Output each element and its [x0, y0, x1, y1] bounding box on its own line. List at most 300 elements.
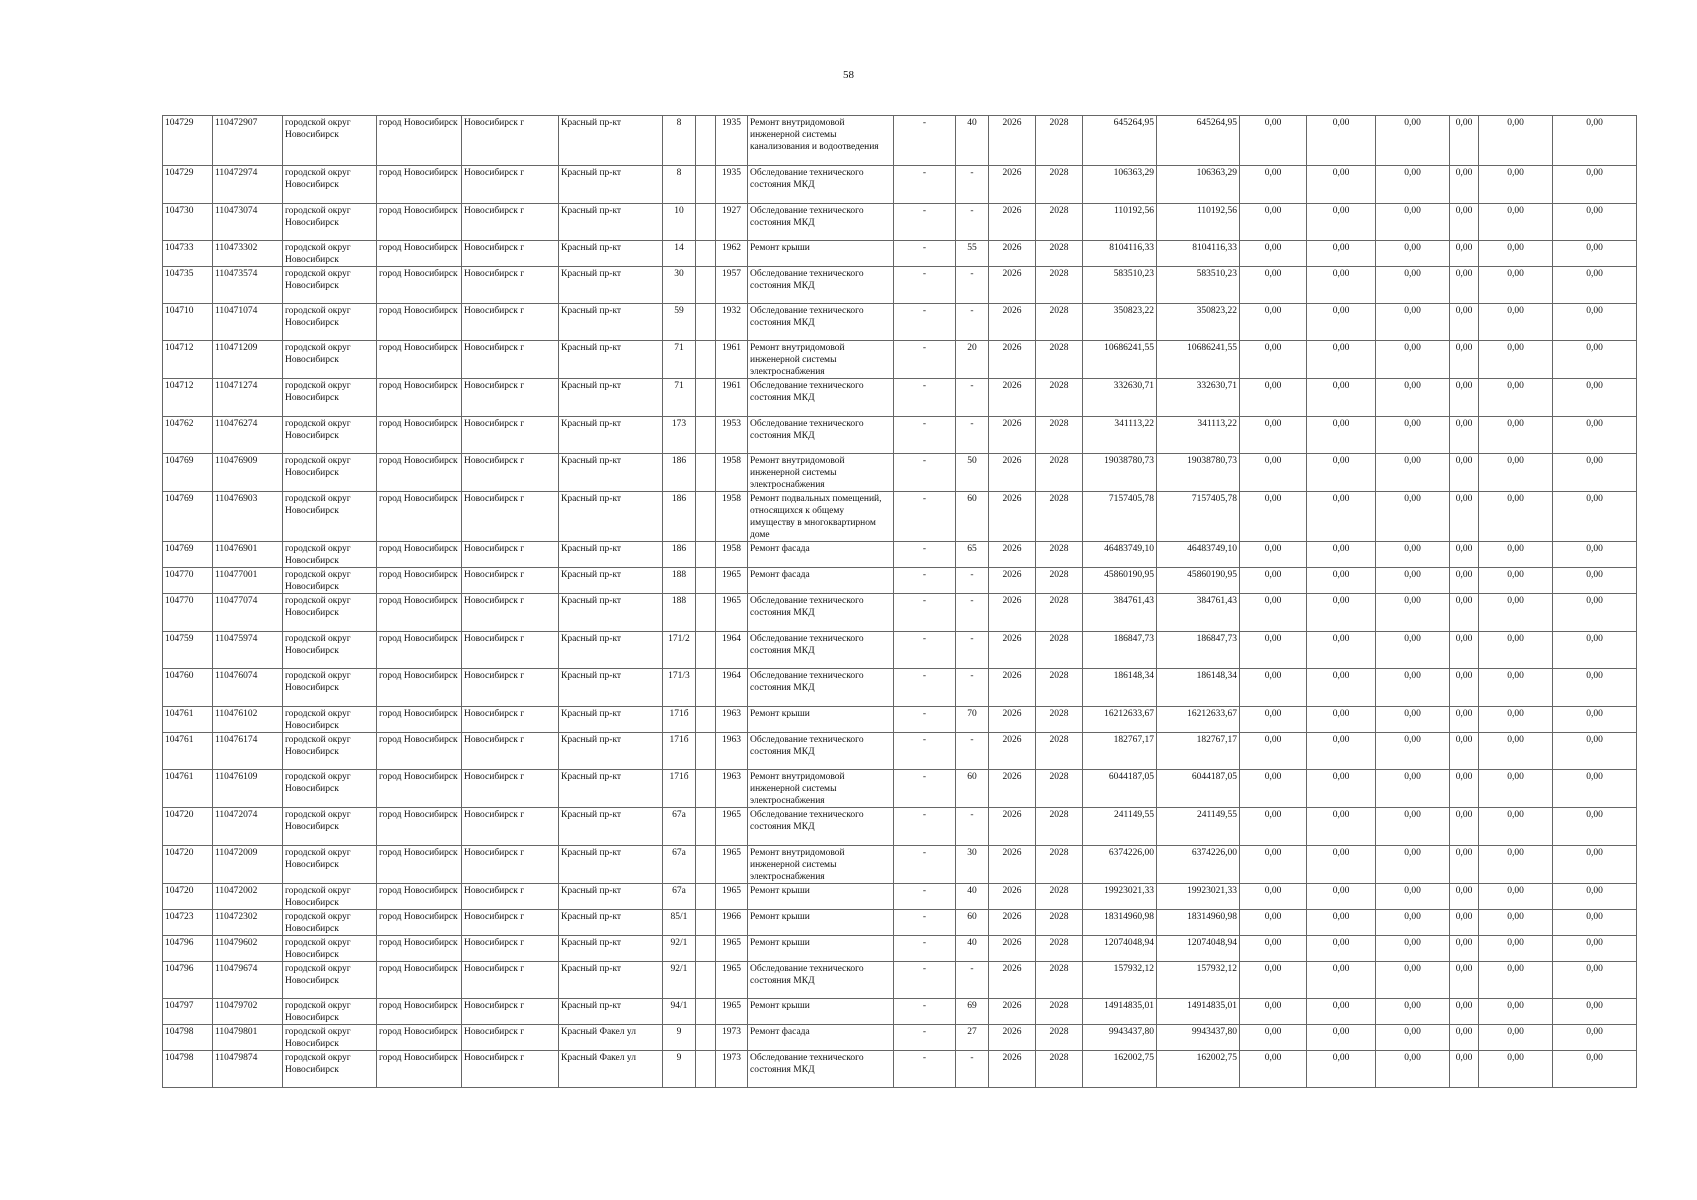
cell-settlement: город Новосибирск: [377, 568, 462, 594]
cell-work-type: Обследование технического состояния МКД: [748, 204, 894, 241]
cell-cost-total: 162002,75: [1083, 1051, 1157, 1088]
cell-cost-fund: 162002,75: [1157, 1051, 1240, 1088]
cell-unit: -: [894, 304, 956, 341]
cell-work-type: Обследование технического состояния МКД: [748, 1051, 894, 1088]
cell-cost-fund: 12074048,94: [1157, 936, 1240, 962]
cell-house-id: 104720: [163, 846, 213, 884]
cell-work-id: 110472002: [213, 884, 283, 910]
cell-locality: Новосибирск г: [462, 542, 559, 568]
cell-cost-regional: 0,00: [1307, 962, 1376, 999]
cell-street: Красный пр-кт: [559, 116, 663, 166]
cell-year-end: 2028: [1036, 241, 1083, 267]
cell-cost-fund: 106363,29: [1157, 166, 1240, 204]
cell-house-number: 8: [663, 166, 696, 204]
cell-building: [696, 936, 716, 962]
cell-cost-extra: 0,00: [1553, 492, 1637, 542]
cell-cost-regional: 0,00: [1307, 910, 1376, 936]
cell-work-id: 110472302: [213, 910, 283, 936]
cell-cost-local: 0,00: [1376, 1051, 1450, 1088]
cell-street: Красный пр-кт: [559, 379, 663, 417]
cell-street: Красный Факел ул: [559, 1051, 663, 1088]
cell-year-end: 2028: [1036, 669, 1083, 707]
cell-cost-extra: 0,00: [1553, 341, 1637, 379]
cell-year-built: 1958: [716, 492, 748, 542]
cell-work-id: 110476102: [213, 707, 283, 733]
cell-cost-federal: 0,00: [1240, 962, 1307, 999]
cell-work-id: 110477074: [213, 594, 283, 632]
cell-cost-federal: 0,00: [1240, 304, 1307, 341]
cell-work-type: Ремонт внутридомовой инженерной системы электроснабжения: [748, 341, 894, 379]
cell-cost-fund: 14914835,01: [1157, 999, 1240, 1025]
cell-work-id: 110479801: [213, 1025, 283, 1051]
cell-building: [696, 116, 716, 166]
cell-house-id: 104761: [163, 733, 213, 770]
cell-locality: Новосибирск г: [462, 116, 559, 166]
cell-wear-percent: 70: [956, 707, 989, 733]
cell-cost-total: 6374226,00: [1083, 846, 1157, 884]
cell-municipal-district: городской округ Новосибирск: [283, 770, 377, 808]
cell-building: [696, 770, 716, 808]
cell-cost-federal: 0,00: [1240, 492, 1307, 542]
cell-cost-federal: 0,00: [1240, 733, 1307, 770]
cell-unit: -: [894, 632, 956, 669]
cell-building: [696, 999, 716, 1025]
cell-cost-fund: 46483749,10: [1157, 542, 1240, 568]
cell-cost-total: 6044187,05: [1083, 770, 1157, 808]
cell-building: [696, 341, 716, 379]
cell-locality: Новосибирск г: [462, 379, 559, 417]
cell-cost-other: 0,00: [1450, 454, 1479, 492]
cell-house-id: 104729: [163, 166, 213, 204]
cell-house-number: 59: [663, 304, 696, 341]
cell-house-number: 188: [663, 594, 696, 632]
cell-cost-fund: 182767,17: [1157, 733, 1240, 770]
cell-work-id: 110471274: [213, 379, 283, 417]
table-row: [163, 417, 1637, 454]
cell-cost-other: 0,00: [1450, 379, 1479, 417]
cell-cost-local: 0,00: [1376, 454, 1450, 492]
cell-cost-federal: 0,00: [1240, 166, 1307, 204]
cell-street: Красный пр-кт: [559, 884, 663, 910]
cell-unit: -: [894, 1051, 956, 1088]
cell-cost-other: 0,00: [1450, 770, 1479, 808]
table-row: [163, 241, 1637, 267]
cell-cost-federal: 0,00: [1240, 542, 1307, 568]
cell-wear-percent: 60: [956, 910, 989, 936]
cell-locality: Новосибирск г: [462, 962, 559, 999]
cell-cost-owners: 0,00: [1479, 1051, 1553, 1088]
cell-house-id: 104729: [163, 116, 213, 166]
cell-street: Красный пр-кт: [559, 910, 663, 936]
cell-work-id: 110472907: [213, 116, 283, 166]
cell-building: [696, 417, 716, 454]
cell-street: Красный пр-кт: [559, 733, 663, 770]
table-row: [163, 733, 1637, 770]
cell-cost-total: 186148,34: [1083, 669, 1157, 707]
table-row: [163, 962, 1637, 999]
cell-cost-regional: 0,00: [1307, 808, 1376, 846]
cell-cost-regional: 0,00: [1307, 304, 1376, 341]
cell-cost-regional: 0,00: [1307, 1025, 1376, 1051]
cell-house-id: 104761: [163, 770, 213, 808]
table-row: [163, 492, 1637, 542]
cell-year-end: 2028: [1036, 770, 1083, 808]
cell-settlement: город Новосибирск: [377, 341, 462, 379]
cell-work-type: Ремонт внутридомовой инженерной системы электроснабжения: [748, 770, 894, 808]
cell-year-end: 2028: [1036, 707, 1083, 733]
cell-municipal-district: городской округ Новосибирск: [283, 1051, 377, 1088]
cell-cost-total: 157932,12: [1083, 962, 1157, 999]
cell-cost-owners: 0,00: [1479, 632, 1553, 669]
cell-cost-other: 0,00: [1450, 241, 1479, 267]
cell-house-id: 104798: [163, 1025, 213, 1051]
cell-cost-total: 14914835,01: [1083, 999, 1157, 1025]
cell-cost-total: 16212633,67: [1083, 707, 1157, 733]
cell-cost-fund: 6374226,00: [1157, 846, 1240, 884]
cell-cost-owners: 0,00: [1479, 379, 1553, 417]
cell-house-id: 104712: [163, 341, 213, 379]
cell-locality: Новосибирск г: [462, 341, 559, 379]
cell-work-id: 110479702: [213, 999, 283, 1025]
cell-cost-total: 341113,22: [1083, 417, 1157, 454]
cell-wear-percent: 27: [956, 1025, 989, 1051]
cell-year-built: 1965: [716, 594, 748, 632]
cell-cost-fund: 19923021,33: [1157, 884, 1240, 910]
cell-year-end: 2028: [1036, 166, 1083, 204]
cell-cost-regional: 0,00: [1307, 417, 1376, 454]
cell-street: Красный пр-кт: [559, 204, 663, 241]
cell-year-built: 1973: [716, 1051, 748, 1088]
cell-building: [696, 542, 716, 568]
table-row: [163, 267, 1637, 304]
cell-locality: Новосибирск г: [462, 204, 559, 241]
cell-cost-other: 0,00: [1450, 962, 1479, 999]
cell-wear-percent: -: [956, 379, 989, 417]
cell-building: [696, 204, 716, 241]
cell-wear-percent: -: [956, 669, 989, 707]
cell-cost-owners: 0,00: [1479, 770, 1553, 808]
cell-work-type: Ремонт фасада: [748, 1025, 894, 1051]
table-row: [163, 166, 1637, 204]
cell-wear-percent: -: [956, 204, 989, 241]
cell-year-built: 1964: [716, 669, 748, 707]
cell-cost-federal: 0,00: [1240, 204, 1307, 241]
cell-cost-local: 0,00: [1376, 492, 1450, 542]
cell-municipal-district: городской округ Новосибирск: [283, 910, 377, 936]
cell-work-id: 110475974: [213, 632, 283, 669]
cell-cost-federal: 0,00: [1240, 936, 1307, 962]
cell-wear-percent: -: [956, 962, 989, 999]
cell-unit: -: [894, 1025, 956, 1051]
cell-unit: -: [894, 417, 956, 454]
cell-municipal-district: городской округ Новосибирск: [283, 454, 377, 492]
cell-cost-regional: 0,00: [1307, 632, 1376, 669]
cell-settlement: город Новосибирск: [377, 492, 462, 542]
cell-cost-regional: 0,00: [1307, 669, 1376, 707]
cell-locality: Новосибирск г: [462, 454, 559, 492]
cell-building: [696, 884, 716, 910]
cell-cost-federal: 0,00: [1240, 267, 1307, 304]
page-number: 58: [843, 69, 854, 81]
cell-street: Красный пр-кт: [559, 846, 663, 884]
cell-house-id: 104798: [163, 1051, 213, 1088]
table-row: [163, 884, 1637, 910]
program-table: [162, 115, 1637, 1088]
cell-cost-regional: 0,00: [1307, 1051, 1376, 1088]
cell-cost-regional: 0,00: [1307, 492, 1376, 542]
cell-locality: Новосибирск г: [462, 568, 559, 594]
cell-cost-other: 0,00: [1450, 632, 1479, 669]
cell-unit: -: [894, 770, 956, 808]
cell-municipal-district: городской округ Новосибирск: [283, 808, 377, 846]
cell-cost-other: 0,00: [1450, 568, 1479, 594]
cell-cost-local: 0,00: [1376, 936, 1450, 962]
cell-work-type: Обследование технического состояния МКД: [748, 669, 894, 707]
cell-year-start: 2026: [989, 962, 1036, 999]
cell-year-built: 1973: [716, 1025, 748, 1051]
cell-cost-local: 0,00: [1376, 1025, 1450, 1051]
cell-cost-owners: 0,00: [1479, 204, 1553, 241]
cell-cost-local: 0,00: [1376, 846, 1450, 884]
cell-cost-other: 0,00: [1450, 204, 1479, 241]
cell-year-built: 1932: [716, 304, 748, 341]
cell-house-id: 104797: [163, 999, 213, 1025]
cell-cost-other: 0,00: [1450, 304, 1479, 341]
cell-settlement: город Новосибирск: [377, 241, 462, 267]
cell-street: Красный пр-кт: [559, 542, 663, 568]
cell-cost-extra: 0,00: [1553, 116, 1637, 166]
cell-house-number: 8: [663, 116, 696, 166]
cell-unit: -: [894, 594, 956, 632]
cell-unit: -: [894, 454, 956, 492]
cell-street: Красный пр-кт: [559, 492, 663, 542]
cell-house-id: 104723: [163, 910, 213, 936]
cell-cost-regional: 0,00: [1307, 116, 1376, 166]
cell-cost-federal: 0,00: [1240, 379, 1307, 417]
cell-cost-owners: 0,00: [1479, 417, 1553, 454]
cell-cost-extra: 0,00: [1553, 204, 1637, 241]
cell-municipal-district: городской округ Новосибирск: [283, 707, 377, 733]
cell-cost-federal: 0,00: [1240, 241, 1307, 267]
cell-cost-fund: 19038780,73: [1157, 454, 1240, 492]
cell-cost-owners: 0,00: [1479, 999, 1553, 1025]
table-row: [163, 568, 1637, 594]
cell-building: [696, 669, 716, 707]
cell-year-start: 2026: [989, 999, 1036, 1025]
table-row: [163, 116, 1637, 166]
cell-cost-extra: 0,00: [1553, 884, 1637, 910]
cell-street: Красный пр-кт: [559, 568, 663, 594]
cell-settlement: город Новосибирск: [377, 707, 462, 733]
cell-settlement: город Новосибирск: [377, 936, 462, 962]
cell-cost-fund: 16212633,67: [1157, 707, 1240, 733]
cell-municipal-district: городской округ Новосибирск: [283, 241, 377, 267]
cell-settlement: город Новосибирск: [377, 1025, 462, 1051]
table-row: [163, 341, 1637, 379]
cell-wear-percent: 65: [956, 542, 989, 568]
cell-cost-federal: 0,00: [1240, 669, 1307, 707]
cell-wear-percent: 40: [956, 936, 989, 962]
cell-cost-local: 0,00: [1376, 707, 1450, 733]
cell-year-start: 2026: [989, 936, 1036, 962]
cell-year-start: 2026: [989, 454, 1036, 492]
cell-cost-total: 106363,29: [1083, 166, 1157, 204]
cell-work-type: Обследование технического состояния МКД: [748, 304, 894, 341]
cell-cost-local: 0,00: [1376, 568, 1450, 594]
cell-cost-fund: 7157405,78: [1157, 492, 1240, 542]
table-row: [163, 594, 1637, 632]
cell-cost-other: 0,00: [1450, 417, 1479, 454]
cell-work-type: Ремонт фасада: [748, 568, 894, 594]
cell-cost-total: 7157405,78: [1083, 492, 1157, 542]
cell-settlement: город Новосибирск: [377, 116, 462, 166]
cell-work-type: Ремонт крыши: [748, 936, 894, 962]
cell-year-end: 2028: [1036, 568, 1083, 594]
cell-cost-total: 384761,43: [1083, 594, 1157, 632]
cell-year-start: 2026: [989, 770, 1036, 808]
cell-year-end: 2028: [1036, 962, 1083, 999]
cell-cost-owners: 0,00: [1479, 166, 1553, 204]
cell-street: Красный пр-кт: [559, 770, 663, 808]
cell-cost-total: 645264,95: [1083, 116, 1157, 166]
cell-unit: -: [894, 669, 956, 707]
cell-work-id: 110472009: [213, 846, 283, 884]
table-row: [163, 632, 1637, 669]
cell-cost-total: 241149,55: [1083, 808, 1157, 846]
cell-cost-extra: 0,00: [1553, 241, 1637, 267]
cell-house-number: 186: [663, 542, 696, 568]
cell-municipal-district: городской округ Новосибирск: [283, 594, 377, 632]
cell-cost-owners: 0,00: [1479, 241, 1553, 267]
cell-house-number: 171б: [663, 770, 696, 808]
cell-house-number: 67а: [663, 808, 696, 846]
cell-year-start: 2026: [989, 846, 1036, 884]
cell-unit: -: [894, 204, 956, 241]
cell-wear-percent: -: [956, 808, 989, 846]
cell-cost-fund: 384761,43: [1157, 594, 1240, 632]
cell-work-id: 110477001: [213, 568, 283, 594]
cell-work-id: 110476903: [213, 492, 283, 542]
cell-street: Красный пр-кт: [559, 241, 663, 267]
cell-cost-other: 0,00: [1450, 341, 1479, 379]
cell-year-built: 1965: [716, 962, 748, 999]
cell-year-built: 1961: [716, 341, 748, 379]
cell-work-type: Ремонт крыши: [748, 910, 894, 936]
cell-year-end: 2028: [1036, 341, 1083, 379]
cell-year-end: 2028: [1036, 632, 1083, 669]
cell-work-id: 110476274: [213, 417, 283, 454]
cell-cost-regional: 0,00: [1307, 542, 1376, 568]
cell-year-end: 2028: [1036, 594, 1083, 632]
cell-locality: Новосибирск г: [462, 1051, 559, 1088]
cell-settlement: город Новосибирск: [377, 770, 462, 808]
cell-cost-extra: 0,00: [1553, 962, 1637, 999]
cell-cost-local: 0,00: [1376, 341, 1450, 379]
cell-year-start: 2026: [989, 808, 1036, 846]
cell-locality: Новосибирск г: [462, 733, 559, 770]
cell-locality: Новосибирск г: [462, 166, 559, 204]
cell-work-type: Обследование технического состояния МКД: [748, 267, 894, 304]
cell-street: Красный Факел ул: [559, 1025, 663, 1051]
cell-cost-extra: 0,00: [1553, 707, 1637, 733]
cell-settlement: город Новосибирск: [377, 542, 462, 568]
cell-cost-fund: 6044187,05: [1157, 770, 1240, 808]
cell-locality: Новосибирск г: [462, 632, 559, 669]
cell-locality: Новосибирск г: [462, 267, 559, 304]
cell-cost-owners: 0,00: [1479, 910, 1553, 936]
cell-cost-fund: 341113,22: [1157, 417, 1240, 454]
cell-building: [696, 379, 716, 417]
cell-locality: Новосибирск г: [462, 492, 559, 542]
cell-cost-owners: 0,00: [1479, 304, 1553, 341]
cell-house-number: 92/1: [663, 936, 696, 962]
cell-house-number: 9: [663, 1025, 696, 1051]
cell-year-start: 2026: [989, 733, 1036, 770]
cell-street: Красный пр-кт: [559, 669, 663, 707]
cell-cost-total: 9943437,80: [1083, 1025, 1157, 1051]
cell-building: [696, 568, 716, 594]
cell-house-id: 104720: [163, 884, 213, 910]
cell-year-start: 2026: [989, 910, 1036, 936]
cell-cost-fund: 186148,34: [1157, 669, 1240, 707]
cell-house-number: 173: [663, 417, 696, 454]
cell-locality: Новосибирск г: [462, 669, 559, 707]
cell-cost-other: 0,00: [1450, 116, 1479, 166]
table-row: [163, 304, 1637, 341]
cell-street: Красный пр-кт: [559, 707, 663, 733]
cell-cost-owners: 0,00: [1479, 341, 1553, 379]
cell-cost-extra: 0,00: [1553, 1025, 1637, 1051]
cell-unit: -: [894, 341, 956, 379]
cell-cost-regional: 0,00: [1307, 379, 1376, 417]
cell-cost-local: 0,00: [1376, 116, 1450, 166]
cell-year-built: 1963: [716, 770, 748, 808]
cell-year-end: 2028: [1036, 304, 1083, 341]
cell-year-built: 1966: [716, 910, 748, 936]
cell-municipal-district: городской округ Новосибирск: [283, 341, 377, 379]
cell-year-end: 2028: [1036, 1025, 1083, 1051]
cell-year-start: 2026: [989, 304, 1036, 341]
cell-year-start: 2026: [989, 884, 1036, 910]
cell-house-id: 104770: [163, 594, 213, 632]
cell-house-id: 104720: [163, 808, 213, 846]
cell-municipal-district: городской округ Новосибирск: [283, 542, 377, 568]
cell-locality: Новосибирск г: [462, 1025, 559, 1051]
cell-year-end: 2028: [1036, 267, 1083, 304]
cell-cost-regional: 0,00: [1307, 846, 1376, 884]
cell-street: Красный пр-кт: [559, 304, 663, 341]
cell-year-end: 2028: [1036, 733, 1083, 770]
cell-cost-extra: 0,00: [1553, 417, 1637, 454]
cell-work-type: Ремонт внутридомовой инженерной системы канализования и водоотведения: [748, 116, 894, 166]
cell-work-type: Ремонт подвальных помещений, относящихся к общему имуществу в многоквартирном доме: [748, 492, 894, 542]
cell-cost-other: 0,00: [1450, 492, 1479, 542]
cell-work-id: 110476909: [213, 454, 283, 492]
cell-work-id: 110479874: [213, 1051, 283, 1088]
cell-house-id: 104769: [163, 542, 213, 568]
table-row: [163, 936, 1637, 962]
cell-year-built: 1965: [716, 568, 748, 594]
cell-cost-local: 0,00: [1376, 379, 1450, 417]
cell-unit: -: [894, 568, 956, 594]
cell-building: [696, 733, 716, 770]
cell-work-id: 110476901: [213, 542, 283, 568]
cell-municipal-district: городской округ Новосибирск: [283, 267, 377, 304]
cell-house-number: 30: [663, 267, 696, 304]
cell-house-id: 104733: [163, 241, 213, 267]
cell-cost-owners: 0,00: [1479, 808, 1553, 846]
cell-cost-regional: 0,00: [1307, 999, 1376, 1025]
